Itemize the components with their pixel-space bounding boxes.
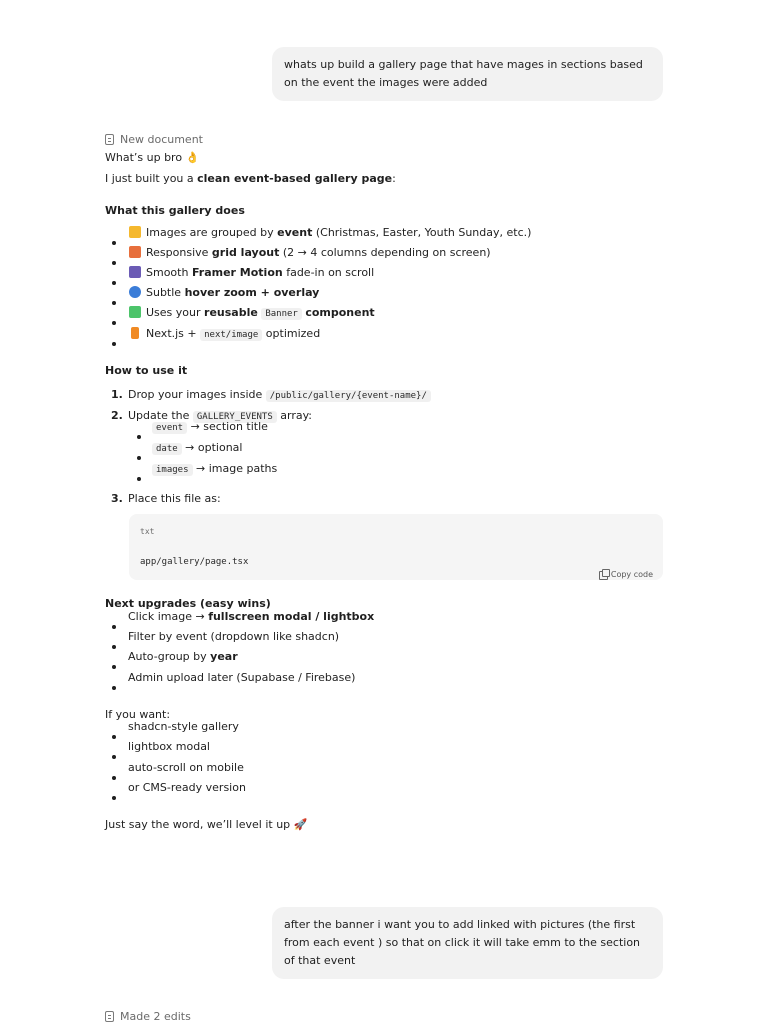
upgrade-text: Filter by event (dropdown like shadcn): [128, 630, 340, 643]
feature-bold: hover zoom + overlay: [184, 286, 320, 299]
inline-code: date: [152, 443, 182, 455]
step-text: Drop your images inside: [128, 388, 266, 401]
user-message-text: whats up build a gallery page that have mages in sections based on the event the images were added: [284, 58, 643, 89]
magnifier-icon: [129, 286, 141, 298]
upgrade-text: Click image →: [128, 610, 209, 623]
inline-code: event: [152, 422, 187, 434]
bullet-dot: [112, 776, 116, 780]
inline-code: /public/gallery/{event-name}/: [266, 390, 431, 402]
inline-code: images: [152, 464, 193, 476]
inline-code: Banner: [261, 308, 302, 320]
bullet-dot: [112, 301, 116, 305]
rocket-icon: 🚀: [293, 818, 308, 831]
film-icon: [129, 266, 141, 278]
bullet-dot: [112, 241, 116, 245]
option-text: or CMS-ready version: [128, 781, 246, 794]
sub-text: → section title: [187, 419, 268, 433]
code-content: app/gallery/page.tsx: [140, 557, 249, 567]
closing-line: [105, 815, 307, 835]
bullet-dot: [137, 456, 141, 460]
step-text: Update the: [128, 409, 193, 422]
feature-bold: reusable: [204, 305, 258, 319]
intro-suffix: :: [392, 172, 396, 185]
greeting-text: What’s up bro: [105, 151, 183, 164]
feature-text: Images are grouped by: [146, 226, 278, 239]
code-language-label: txt: [140, 527, 155, 536]
step-text: Place this file as:: [128, 492, 221, 505]
copy-icon: [599, 571, 608, 580]
bullet-dot: [112, 321, 116, 325]
bullet-dot: [112, 261, 116, 265]
upgrade-text: Admin upload later (Supabase / Firebase): [128, 671, 356, 684]
bullet-dot: [112, 755, 116, 759]
user-message-bubble: [272, 47, 663, 101]
feature-bold: Framer Motion: [191, 266, 283, 279]
copy-code-label: Copy code: [610, 570, 653, 579]
folder-icon: [129, 226, 141, 238]
bullet-dot: [112, 796, 116, 800]
upgrade-bold: year: [210, 650, 238, 663]
lightning-icon: [131, 327, 139, 339]
feature-bold: event: [277, 226, 313, 239]
bullet-dot: [112, 686, 116, 690]
feature-text: Smooth: [146, 266, 192, 279]
option-text: shadcn-style gallery: [128, 720, 239, 733]
bullet-dot: [112, 645, 116, 649]
section-heading-next: Next upgrades (easy wins): [105, 597, 271, 610]
if-you-want-line: If you want:: [105, 708, 171, 721]
feature-text: Responsive: [146, 246, 212, 259]
bullet-dot: [112, 281, 116, 285]
document-icon: [105, 1011, 114, 1022]
feature-text: (Christmas, Easter, Youth Sunday, etc.): [312, 226, 532, 239]
greeting-line: [105, 148, 199, 168]
new-document-label: New document: [120, 132, 203, 146]
edits-label: Made 2 edits: [120, 1009, 191, 1023]
feature-text: Uses your: [146, 305, 205, 319]
sub-text: → optional: [181, 440, 243, 454]
user-message-bubble: [272, 907, 663, 979]
intro-bold: clean event-based gallery page: [197, 172, 393, 185]
feature-text: fade-in on scroll: [282, 266, 375, 279]
bullet-dot: [112, 625, 116, 629]
new-document-tag[interactable]: [105, 131, 203, 147]
feature-text: (2 → 4 columns depending on screen): [279, 246, 491, 259]
step-number: 2.: [111, 409, 123, 422]
feature-bold: component: [305, 305, 375, 319]
puzzle-icon: [129, 306, 141, 318]
document-icon: [105, 134, 114, 145]
section-heading-what: What this gallery does: [105, 204, 245, 217]
feature-bold: grid layout: [211, 246, 280, 259]
option-text: lightbox modal: [128, 740, 210, 753]
closing-text: Just say the word, we’ll level it up: [105, 818, 291, 831]
feature-text: Next.js +: [146, 326, 201, 340]
bullet-dot: [112, 342, 116, 346]
brick-icon: [129, 246, 141, 258]
ok-hand-icon: 👌: [185, 151, 200, 164]
option-text: auto-scroll on mobile: [128, 761, 244, 774]
step-text: array:: [276, 409, 312, 422]
upgrade-text: Auto-group by: [128, 650, 211, 663]
intro-line: [105, 169, 396, 189]
inline-code: GALLERY_EVENTS: [193, 411, 277, 423]
bullet-dot: [137, 435, 141, 439]
feature-text: optimized: [262, 326, 321, 340]
section-heading-how: How to use it: [105, 364, 188, 377]
feature-text: Subtle: [146, 286, 185, 299]
bullet-dot: [112, 665, 116, 669]
bullet-dot: [112, 735, 116, 739]
step-number: 3.: [111, 492, 123, 505]
intro-prefix: I just built you a: [105, 172, 198, 185]
copy-code-button[interactable]: [599, 565, 653, 585]
step-number: 1.: [111, 388, 123, 401]
code-block: [129, 514, 663, 580]
upgrade-bold: fullscreen modal / lightbox: [208, 610, 375, 623]
edits-tag[interactable]: [105, 1008, 191, 1024]
sub-text: → image paths: [192, 461, 278, 475]
bullet-dot: [137, 477, 141, 481]
user-message-text: after the banner i want you to add linked with pictures (the first from each event ) so that on click it will take emm to the section of that event: [284, 918, 641, 967]
inline-code: next/image: [200, 329, 262, 341]
